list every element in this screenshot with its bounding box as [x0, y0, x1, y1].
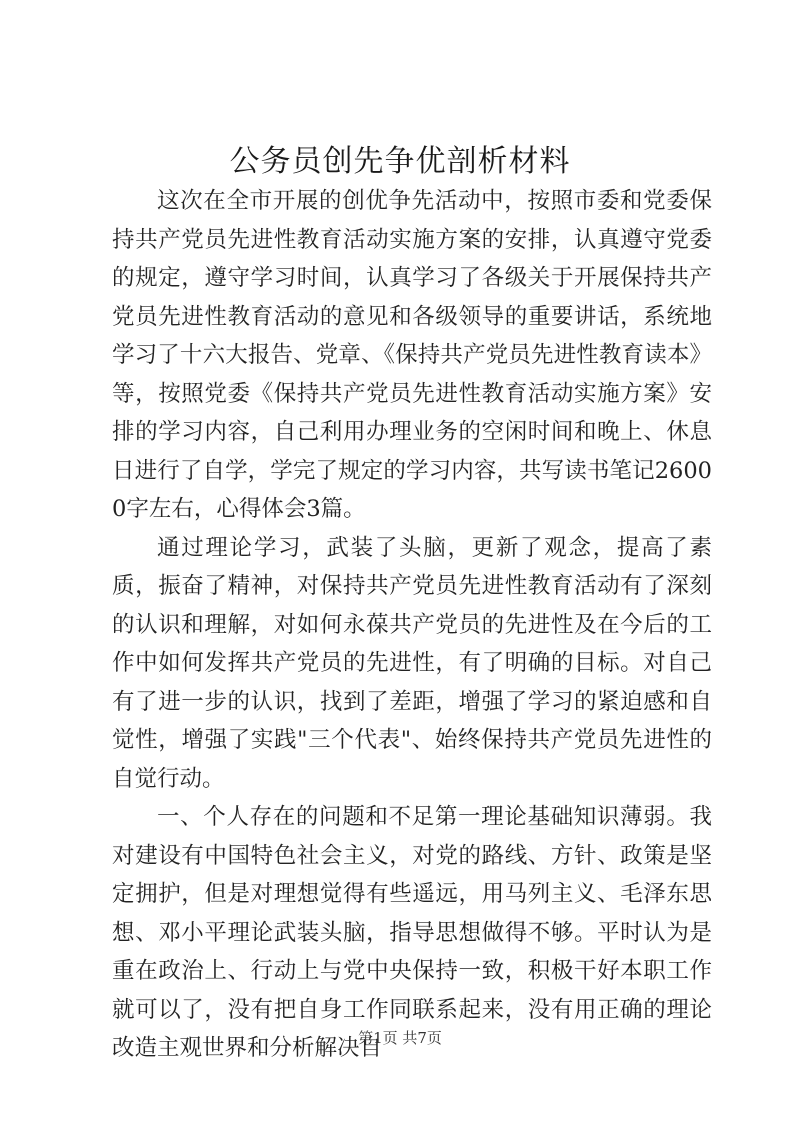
document-title: 公务员创先争优剖析材料 — [229, 144, 571, 179]
paragraph-study-activities: 这次在全市开展的创优争先活动中，按照市委和党委保持共产党员先进性教育活动实施方案的安排，认真遵守党委的规定，遵守学习时间，认真学习了各级关于开展保持共产党员先进性教育活动的意见和各级领导的重要讲话，系统地学习了十六大报告、党章、《保持共产党员先进性教育读本》等，按照党委《保持共产党员先进性教育活动实施方案》安排的学习内容，自己利用办理业务的空闲时间和晚上、休息日进行了自学，学完了规定的学习内容，共写读书笔记26000字左右，心得体会3篇。 — [112, 188, 712, 522]
paragraph-problems: 一、个人存在的问题和不足第一理论基础知识薄弱。我对建设有中国特色社会主义，对党的路线、方针、政策是坚定拥护，但是对理想觉得有些遥远，用马列主义、毛泽东思想、邓小平理论武装头脑，指导思想做得不够。平时认为是重在政治上、行动上与党中央保持一致，积极干好本职工作就可以了，没有把自身工作同联系起来，没有用正确的理论改造主观世界和分析解决自 — [112, 804, 712, 1061]
document-body — [112, 182, 712, 1068]
page-number-footer: 第1页 共7页 — [358, 1029, 442, 1047]
paragraph-study-results: 通过理论学习，武装了头脑，更新了观念，提高了素质，振奋了精神，对保持共产党员先进性教育活动有了深刻的认识和理解，对如何永葆共产党员的先进性及在今后的工作中如何发挥共产党员的先进性，有了明确的目标。对自己有了进一步的认识，找到了差距，增强了学习的紧迫感和自觉性，增强了实践"三个代表"、始终保持共产党员先进性的自觉行动。 — [112, 534, 712, 792]
